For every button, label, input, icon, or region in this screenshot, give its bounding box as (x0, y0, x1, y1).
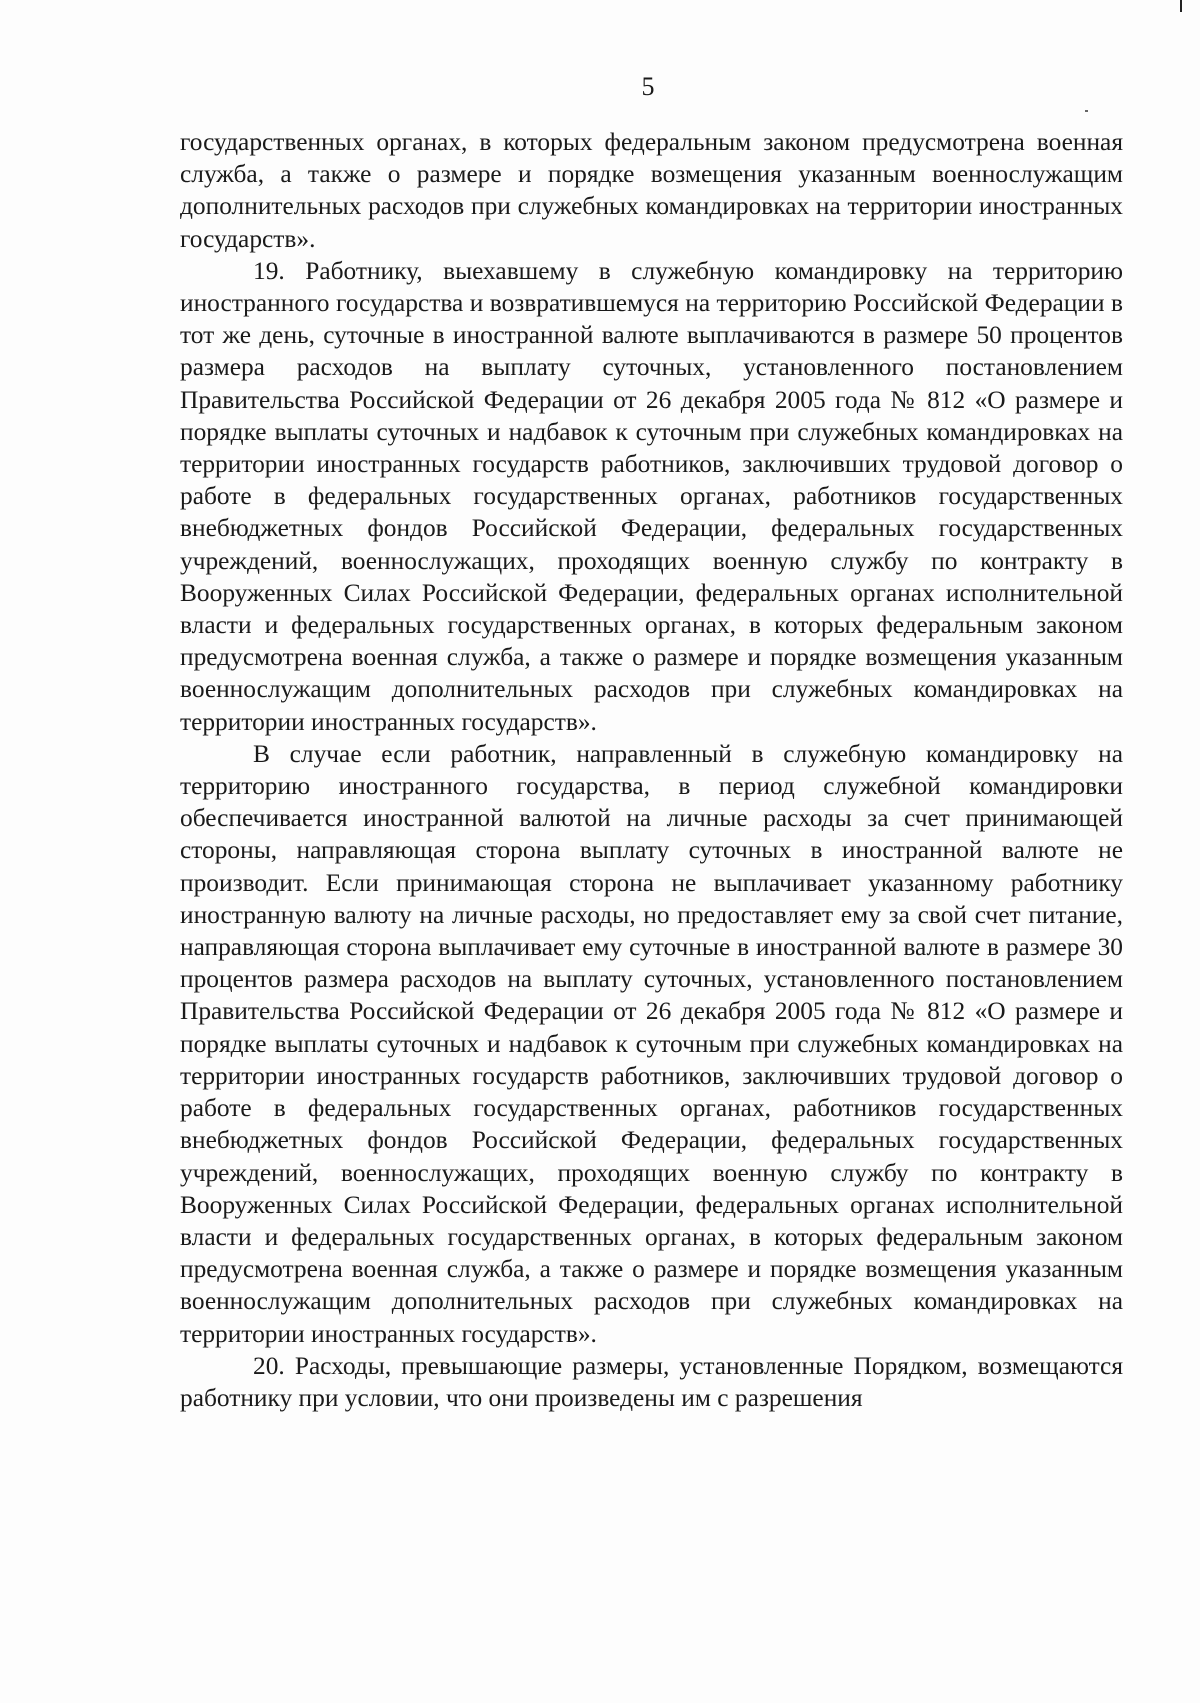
paragraph-item-20: 20. Расходы, превышающие размеры, установленные Порядком, возмещаются работнику при условии, что они произведены им с разрешения (180, 1351, 1123, 1412)
paragraph-receiving-party: В случае если работник, направленный в служебную командировку на территорию иностранного государства, в период служебной командировки обеспечивается иностранной валютой на личные расходы за счет принимающей стороны, направляющая сторона выплату суточных в иностранной валюте не производит. Если принимающая сторона не выплачивает указанному работнику иностранную валюту на личные расходы, но предоставляет ему за свой счет питание, направляющая сторона выплачивает ему суточные в иностранной валюте в размере 30 процентов размера расходов на выплату суточных, установленного постановлением Правительства Российской Федерации от 26 декабря 2005 года № 812 «О размере и порядке выплаты суточных и надбавок к суточным при служебных командировках на территории иностранных государств работников, заключивших трудовой договор о работе в федеральных государственных органах, работников государственных внебюджетных фондов Российской Федерации, федеральных государственных учреждений, военнослужащих, проходящих военную службу по контракту в Вооруженных Силах Российской Федерации, федеральных органах исполнительной власти и федеральных государственных органах, в которых федеральным законом предусмотрена военная служба, а также о размере и порядке возмещения указанным военнослужащим дополнительных расходов при служебных командировках на территории иностранных государств». (180, 739, 1123, 1348)
paragraph-item-19: 19. Работнику, выехавшему в служебную командировку на территорию иностранного государства и возвратившемуся на территорию Российской Федерации в тот же день, суточные в иностранной валюте выплачиваются в размере 50 процентов размера расходов на выплату суточных, установленного постановлением Правительства Российской Федерации от 26 декабря 2005 года № 812 «О размере и порядке выплаты суточных и надбавок к суточным при служебных командировках на территории иностранных государств работников, заключивших трудовой договор о работе в федеральных государственных органах, работников государственных внебюджетных фондов Российской Федерации, федеральных государственных учреждений, военнослужащих, проходящих военную службу по контракту в Вооруженных Силах Российской Федерации, федеральных органах исполнительной власти и федеральных государственных органах, в которых федеральным законом предусмотрена военная служба, а также о размере и порядке возмещения указанным военнослужащим дополнительных расходов при служебных командировках на территории иностранных государств». (180, 256, 1123, 736)
scan-speck (1085, 110, 1088, 112)
paragraph-continuation: государственных органах, в которых федеральным законом предусмотрена военная служба, а также о размере и порядке возмещения указанным военнослужащим дополнительных расходов при служебных командировках на территории иностранных государств». (180, 128, 1123, 253)
scan-corner-mark (1180, 0, 1182, 12)
document-body (180, 126, 1123, 1414)
page-number: 5 (641, 72, 655, 101)
